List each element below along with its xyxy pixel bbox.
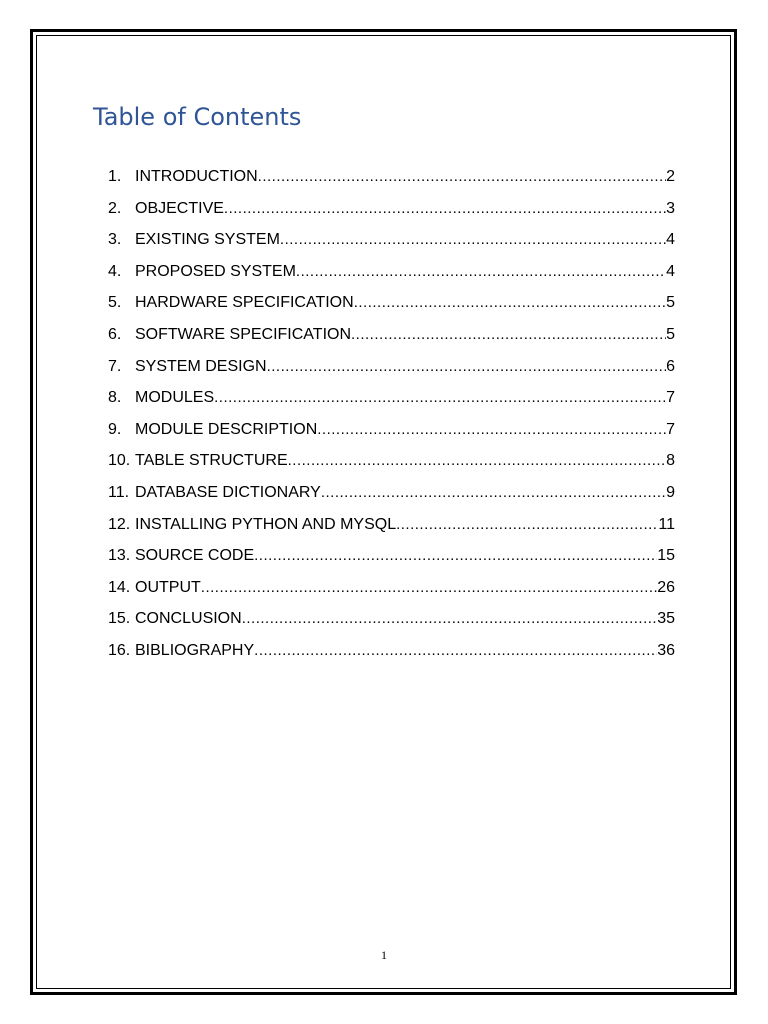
toc-entry-page: 4	[666, 262, 675, 280]
toc-entry[interactable]	[108, 226, 675, 258]
toc-dot-leader	[354, 289, 666, 317]
toc-entry-page: 5	[666, 294, 675, 312]
toc-entry-number: 6.	[108, 325, 122, 343]
toc-dot-leader	[317, 416, 666, 444]
toc-entry-page: 9	[666, 483, 675, 501]
toc-entry-number: 15.	[108, 610, 131, 628]
toc-entry-label: MODULES	[135, 389, 215, 407]
toc-dot-leader	[214, 384, 666, 412]
toc-entry[interactable]	[108, 511, 675, 543]
toc-entry-page: 3	[666, 199, 675, 217]
toc-entry-number: 16.	[108, 641, 131, 659]
toc-entry-number: 2.	[108, 199, 122, 217]
toc-entry-label: HARDWARE SPECIFICATION	[135, 294, 354, 312]
toc-entry[interactable]	[108, 447, 675, 479]
toc-entry-label: DATABASE DICTIONARY	[135, 483, 321, 501]
toc-entry-label: MODULE DESCRIPTION	[135, 420, 318, 438]
toc-entry[interactable]	[108, 479, 675, 511]
toc-entry-label: EXISTING SYSTEM	[135, 231, 280, 249]
toc-entry-page: 11	[658, 515, 675, 533]
toc-dot-leader	[242, 605, 658, 633]
toc-dot-leader	[254, 542, 657, 570]
toc-dot-leader	[288, 447, 666, 475]
toc-dot-leader	[201, 574, 657, 602]
toc-entry-page: 6	[666, 357, 675, 375]
toc-entry-number: 11.	[108, 483, 130, 501]
toc-entry-label: INTRODUCTION	[135, 168, 258, 185]
toc-dot-leader	[396, 511, 658, 539]
toc-entry-label: INSTALLING PYTHON AND MYSQL	[135, 515, 397, 533]
toc-entry[interactable]	[108, 321, 675, 353]
toc-entry-page: 5	[666, 325, 675, 343]
toc-entry-number: 12.	[108, 515, 131, 533]
toc-entry-page: 4	[666, 231, 675, 249]
toc-entry-page: 36	[657, 641, 675, 659]
toc-entry[interactable]	[108, 289, 675, 321]
toc-entry[interactable]	[108, 353, 675, 385]
toc-dot-leader	[351, 321, 666, 349]
toc-dot-leader	[296, 258, 666, 286]
toc-entry-number: 9.	[108, 420, 122, 438]
toc-entry-label: BIBLIOGRAPHY	[135, 641, 255, 659]
toc-entry[interactable]	[108, 542, 675, 574]
toc-entry-page: 15	[657, 547, 675, 565]
toc-entry-number: 14.	[108, 578, 131, 596]
toc-entry-number: 8.	[108, 389, 122, 407]
toc-entry-label: OUTPUT	[135, 578, 201, 596]
toc-dot-leader	[224, 195, 666, 223]
toc-dot-leader	[280, 226, 666, 254]
toc-dot-leader	[254, 637, 657, 665]
toc-entry-number: 4.	[108, 262, 122, 280]
toc-entry[interactable]	[108, 574, 675, 606]
toc-entry-label: SOURCE CODE	[135, 547, 255, 565]
page-number: 1	[381, 948, 387, 962]
toc-entry-page: 7	[666, 389, 675, 407]
toc-entry-number: 7.	[108, 357, 122, 375]
toc-dot-leader	[267, 353, 667, 381]
toc-entry-label: PROPOSED SYSTEM	[135, 262, 296, 280]
toc-entry[interactable]	[108, 605, 675, 637]
toc-entry[interactable]	[108, 163, 675, 195]
toc-dot-leader	[258, 163, 666, 191]
toc-entry-page: 8	[666, 452, 675, 470]
toc-entry-label: SYSTEM DESIGN	[135, 357, 267, 375]
toc-entry-number: 5.	[108, 294, 122, 312]
toc-entry[interactable]	[108, 637, 675, 669]
toc-entry-page: 2	[666, 168, 675, 185]
toc-entry-page: 35	[657, 610, 675, 628]
toc-entry[interactable]	[108, 258, 675, 290]
toc-entry-number: 1.	[108, 168, 122, 185]
toc-entry-number: 3.	[108, 231, 122, 249]
toc-entry-page: 7	[666, 420, 675, 438]
toc-entry-number: 13.	[108, 547, 131, 565]
toc-entry-label: OBJECTIVE	[135, 199, 224, 217]
toc-entry-number: 10.	[108, 452, 131, 470]
toc-dot-leader	[321, 479, 666, 507]
toc-entry-label: CONCLUSION	[135, 610, 242, 628]
toc-entry[interactable]	[108, 384, 675, 416]
toc-list	[108, 163, 675, 669]
toc-entry-label: TABLE STRUCTURE	[135, 452, 288, 470]
toc-entry[interactable]	[108, 195, 675, 227]
toc-entry-label: SOFTWARE SPECIFICATION	[135, 325, 352, 343]
toc-entry-page: 26	[657, 578, 675, 596]
toc-title: Table of Contents	[93, 103, 302, 131]
toc-entry[interactable]	[108, 416, 675, 448]
